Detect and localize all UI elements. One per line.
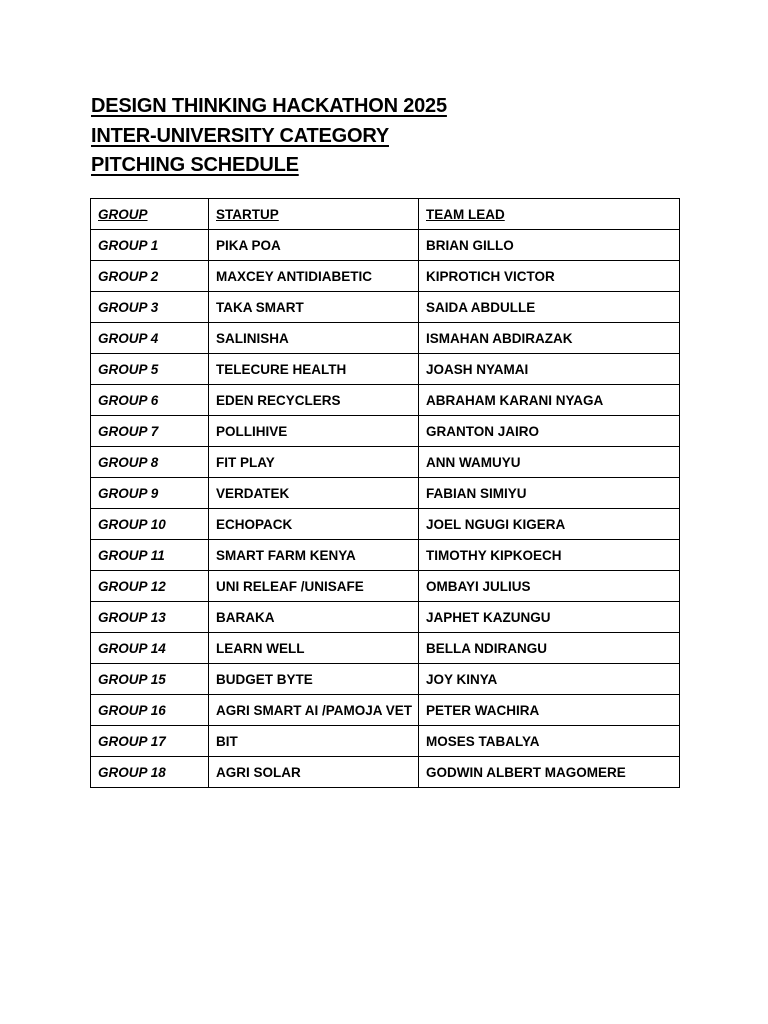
- document-title: DESIGN THINKING HACKATHON 2025: [91, 95, 447, 117]
- team-lead-cell: FABIAN SIMIYU: [419, 478, 680, 509]
- team-lead-cell: TIMOTHY KIPKOECH: [419, 540, 680, 571]
- table-row: [91, 664, 680, 695]
- team-lead-cell: OMBAYI JULIUS: [419, 571, 680, 602]
- startup-cell: SALINISHA: [209, 323, 419, 354]
- table-row: [91, 540, 680, 571]
- startup-cell: AGRI SOLAR: [209, 757, 419, 788]
- table-row: [91, 447, 680, 478]
- startup-cell: EDEN RECYCLERS: [209, 385, 419, 416]
- table-header-row: [91, 199, 680, 230]
- startup-cell: BUDGET BYTE: [209, 664, 419, 695]
- team-lead-cell: SAIDA ABDULLE: [419, 292, 680, 323]
- team-lead-cell: JOY KINYA: [419, 664, 680, 695]
- table-row: [91, 354, 680, 385]
- table-row: [91, 478, 680, 509]
- column-header-startup: STARTUP: [209, 199, 419, 230]
- table-row: [91, 509, 680, 540]
- group-cell: GROUP 18: [91, 757, 209, 788]
- team-lead-cell: ABRAHAM KARANI NYAGA: [419, 385, 680, 416]
- group-cell: GROUP 16: [91, 695, 209, 726]
- table-row: [91, 602, 680, 633]
- startup-cell: BIT: [209, 726, 419, 757]
- startup-cell: POLLIHIVE: [209, 416, 419, 447]
- table-row: [91, 261, 680, 292]
- schedule-title: PITCHING SCHEDULE: [91, 154, 299, 176]
- table-row: [91, 385, 680, 416]
- group-cell: GROUP 8: [91, 447, 209, 478]
- group-cell: GROUP 1: [91, 230, 209, 261]
- column-header-team-lead: TEAM LEAD: [419, 199, 680, 230]
- startup-cell: SMART FARM KENYA: [209, 540, 419, 571]
- startup-cell: VERDATEK: [209, 478, 419, 509]
- startup-cell: AGRI SMART AI /PAMOJA VET: [209, 695, 419, 726]
- team-lead-cell: BRIAN GILLO: [419, 230, 680, 261]
- column-header-group: GROUP: [91, 199, 209, 230]
- group-cell: GROUP 14: [91, 633, 209, 664]
- group-cell: GROUP 12: [91, 571, 209, 602]
- startup-cell: UNI RELEAF /UNISAFE: [209, 571, 419, 602]
- group-cell: GROUP 15: [91, 664, 209, 695]
- team-lead-cell: MOSES TABALYA: [419, 726, 680, 757]
- team-lead-cell: GODWIN ALBERT MAGOMERE: [419, 757, 680, 788]
- team-lead-cell: BELLA NDIRANGU: [419, 633, 680, 664]
- table-row: [91, 757, 680, 788]
- document-title-block: [91, 92, 447, 181]
- group-cell: GROUP 13: [91, 602, 209, 633]
- startup-cell: LEARN WELL: [209, 633, 419, 664]
- group-cell: GROUP 7: [91, 416, 209, 447]
- group-cell: GROUP 5: [91, 354, 209, 385]
- team-lead-cell: GRANTON JAIRO: [419, 416, 680, 447]
- group-cell: GROUP 3: [91, 292, 209, 323]
- table-row: [91, 416, 680, 447]
- table-row: [91, 633, 680, 664]
- startup-cell: TAKA SMART: [209, 292, 419, 323]
- group-cell: GROUP 9: [91, 478, 209, 509]
- table-row: [91, 230, 680, 261]
- table-row: [91, 726, 680, 757]
- startup-cell: ECHOPACK: [209, 509, 419, 540]
- group-cell: GROUP 10: [91, 509, 209, 540]
- team-lead-cell: KIPROTICH VICTOR: [419, 261, 680, 292]
- team-lead-cell: ANN WAMUYU: [419, 447, 680, 478]
- startup-cell: MAXCEY ANTIDIABETIC: [209, 261, 419, 292]
- group-cell: GROUP 4: [91, 323, 209, 354]
- team-lead-cell: JAPHET KAZUNGU: [419, 602, 680, 633]
- table-body: [91, 199, 680, 788]
- team-lead-cell: JOASH NYAMAI: [419, 354, 680, 385]
- team-lead-cell: ISMAHAN ABDIRAZAK: [419, 323, 680, 354]
- startup-cell: PIKA POA: [209, 230, 419, 261]
- table-row: [91, 323, 680, 354]
- table-row: [91, 571, 680, 602]
- startup-cell: FIT PLAY: [209, 447, 419, 478]
- startup-cell: BARAKA: [209, 602, 419, 633]
- team-lead-cell: PETER WACHIRA: [419, 695, 680, 726]
- startup-cell: TELECURE HEALTH: [209, 354, 419, 385]
- team-lead-cell: JOEL NGUGI KIGERA: [419, 509, 680, 540]
- group-cell: GROUP 11: [91, 540, 209, 571]
- pitching-schedule-table: [90, 198, 680, 788]
- group-cell: GROUP 6: [91, 385, 209, 416]
- table-row: [91, 292, 680, 323]
- group-cell: GROUP 17: [91, 726, 209, 757]
- category-title: INTER-UNIVERSITY CATEGORY: [91, 124, 389, 147]
- table-row: [91, 695, 680, 726]
- group-cell: GROUP 2: [91, 261, 209, 292]
